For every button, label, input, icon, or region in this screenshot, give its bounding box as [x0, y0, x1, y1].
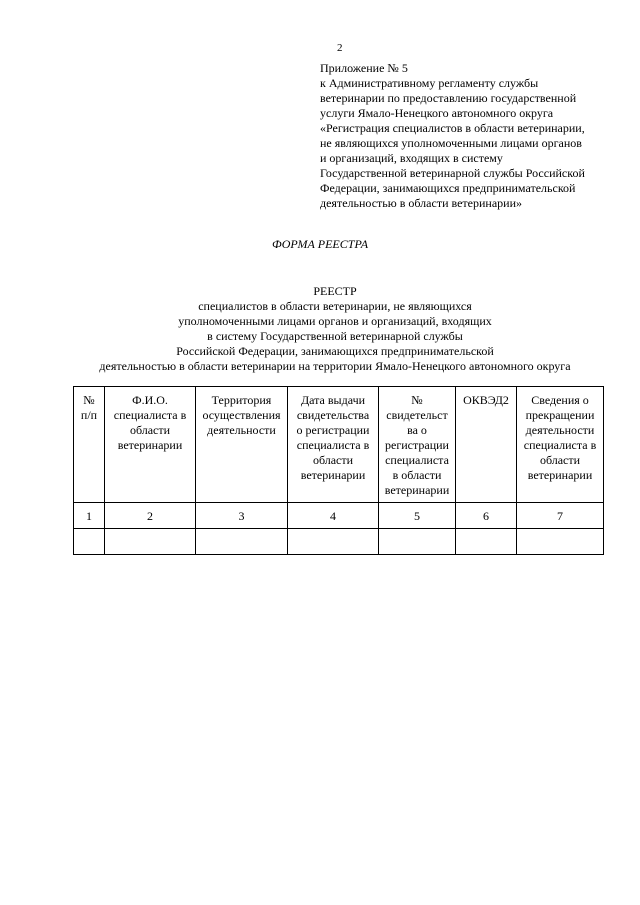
- empty-cell: [379, 529, 456, 555]
- header-line: свидетельст: [386, 408, 448, 422]
- header-line: Территория: [211, 393, 272, 407]
- header-cell-termination-info: [517, 387, 604, 503]
- header-line: области: [129, 423, 171, 437]
- appendix-line: «Регистрация специалистов в области ветеринарии,: [320, 121, 585, 135]
- header-line: деятельности: [207, 423, 276, 437]
- table-header-row: [74, 387, 604, 503]
- empty-cell: [105, 529, 196, 555]
- appendix-line: и организаций, входящих в систему: [320, 151, 503, 165]
- column-number-cell: 3: [196, 503, 288, 529]
- header-line: ветеринарии: [527, 468, 593, 482]
- header-line: Сведения о: [531, 393, 589, 407]
- appendix-line: деятельностью в области ветеринарии»: [320, 196, 522, 210]
- form-title: ФОРМА РЕЕСТРА: [271, 237, 369, 251]
- header-line: области: [312, 453, 354, 467]
- column-number-cell: 6: [456, 503, 517, 529]
- header-line: специалиста в: [113, 408, 187, 422]
- empty-cell: [456, 529, 517, 555]
- registry-heading-line: деятельностью в области ветеринарии на территории Ямало-Ненецкого автономного округа: [99, 359, 571, 373]
- header-cell-issue-date: [288, 387, 379, 503]
- table-empty-row: [74, 529, 604, 555]
- header-line: свидетельства: [296, 408, 370, 422]
- header-line: специалиста в: [296, 438, 370, 452]
- header-line: прекращении: [525, 408, 595, 422]
- empty-cell: [288, 529, 379, 555]
- header-line: Ф.И.О.: [132, 393, 168, 407]
- header-cell-okved2: [456, 387, 517, 503]
- header-line: ветеринарии: [117, 438, 183, 452]
- appendix-block: [320, 61, 620, 211]
- header-line: специалиста: [385, 453, 449, 467]
- header-line: регистрации: [385, 438, 449, 452]
- registry-heading-line: специалистов в области ветеринарии, не являющихся: [198, 299, 472, 313]
- header-cell-territory: [196, 387, 288, 503]
- column-number-cell: 4: [288, 503, 379, 529]
- empty-cell: [517, 529, 604, 555]
- appendix-line: Федерации, занимающихся предпринимательской: [320, 181, 576, 195]
- header-line: осуществления: [202, 408, 281, 422]
- header-line: специалиста в: [523, 438, 597, 452]
- header-line: ОКВЭД2: [463, 393, 509, 407]
- header-cell-full-name: [105, 387, 196, 503]
- header-line: области: [539, 453, 581, 467]
- appendix-line: к Административному регламенту службы: [320, 76, 539, 90]
- empty-cell: [74, 529, 105, 555]
- column-number-cell: 1: [74, 503, 105, 529]
- appendix-line: Государственной ветеринарной службы Российской: [320, 166, 585, 180]
- header-line: п/п: [80, 408, 98, 422]
- header-cell-certificate-number: [379, 387, 456, 503]
- registry-heading-line: уполномоченными лицами органов и организаций, входящих: [178, 314, 492, 328]
- empty-cell: [196, 529, 288, 555]
- appendix-line: услуги Ямало-Ненецкого автономного округа: [320, 106, 554, 120]
- page-number: 2: [337, 42, 343, 54]
- column-number-cell: 7: [517, 503, 604, 529]
- header-line: №: [83, 393, 95, 407]
- registry-heading-line: РЕЕСТР: [313, 284, 357, 298]
- appendix-line: Приложение № 5: [320, 61, 408, 75]
- header-line: ветеринарии: [300, 468, 366, 482]
- header-line: №: [411, 393, 423, 407]
- header-line: в области: [392, 468, 442, 482]
- registry-heading: [0, 284, 640, 374]
- header-line: ветеринарии: [384, 483, 450, 497]
- header-line: Дата выдачи: [300, 393, 366, 407]
- appendix-line: ветеринарии по предоставлению государственной: [320, 91, 577, 105]
- registry-table: [73, 386, 604, 555]
- header-line: деятельности: [525, 423, 595, 437]
- column-number-cell: 2: [105, 503, 196, 529]
- table-column-number-row: [74, 503, 604, 529]
- header-line: о регистрации: [296, 423, 370, 437]
- header-line: ва о: [407, 423, 427, 437]
- column-number-cell: 5: [379, 503, 456, 529]
- appendix-line: не являющихся уполномоченными лицами органов: [320, 136, 582, 150]
- registry-heading-line: Российской Федерации, занимающихся предпринимательской: [176, 344, 494, 358]
- registry-heading-line: в систему Государственной ветеринарной службы: [207, 329, 463, 343]
- header-cell-row-number: [74, 387, 105, 503]
